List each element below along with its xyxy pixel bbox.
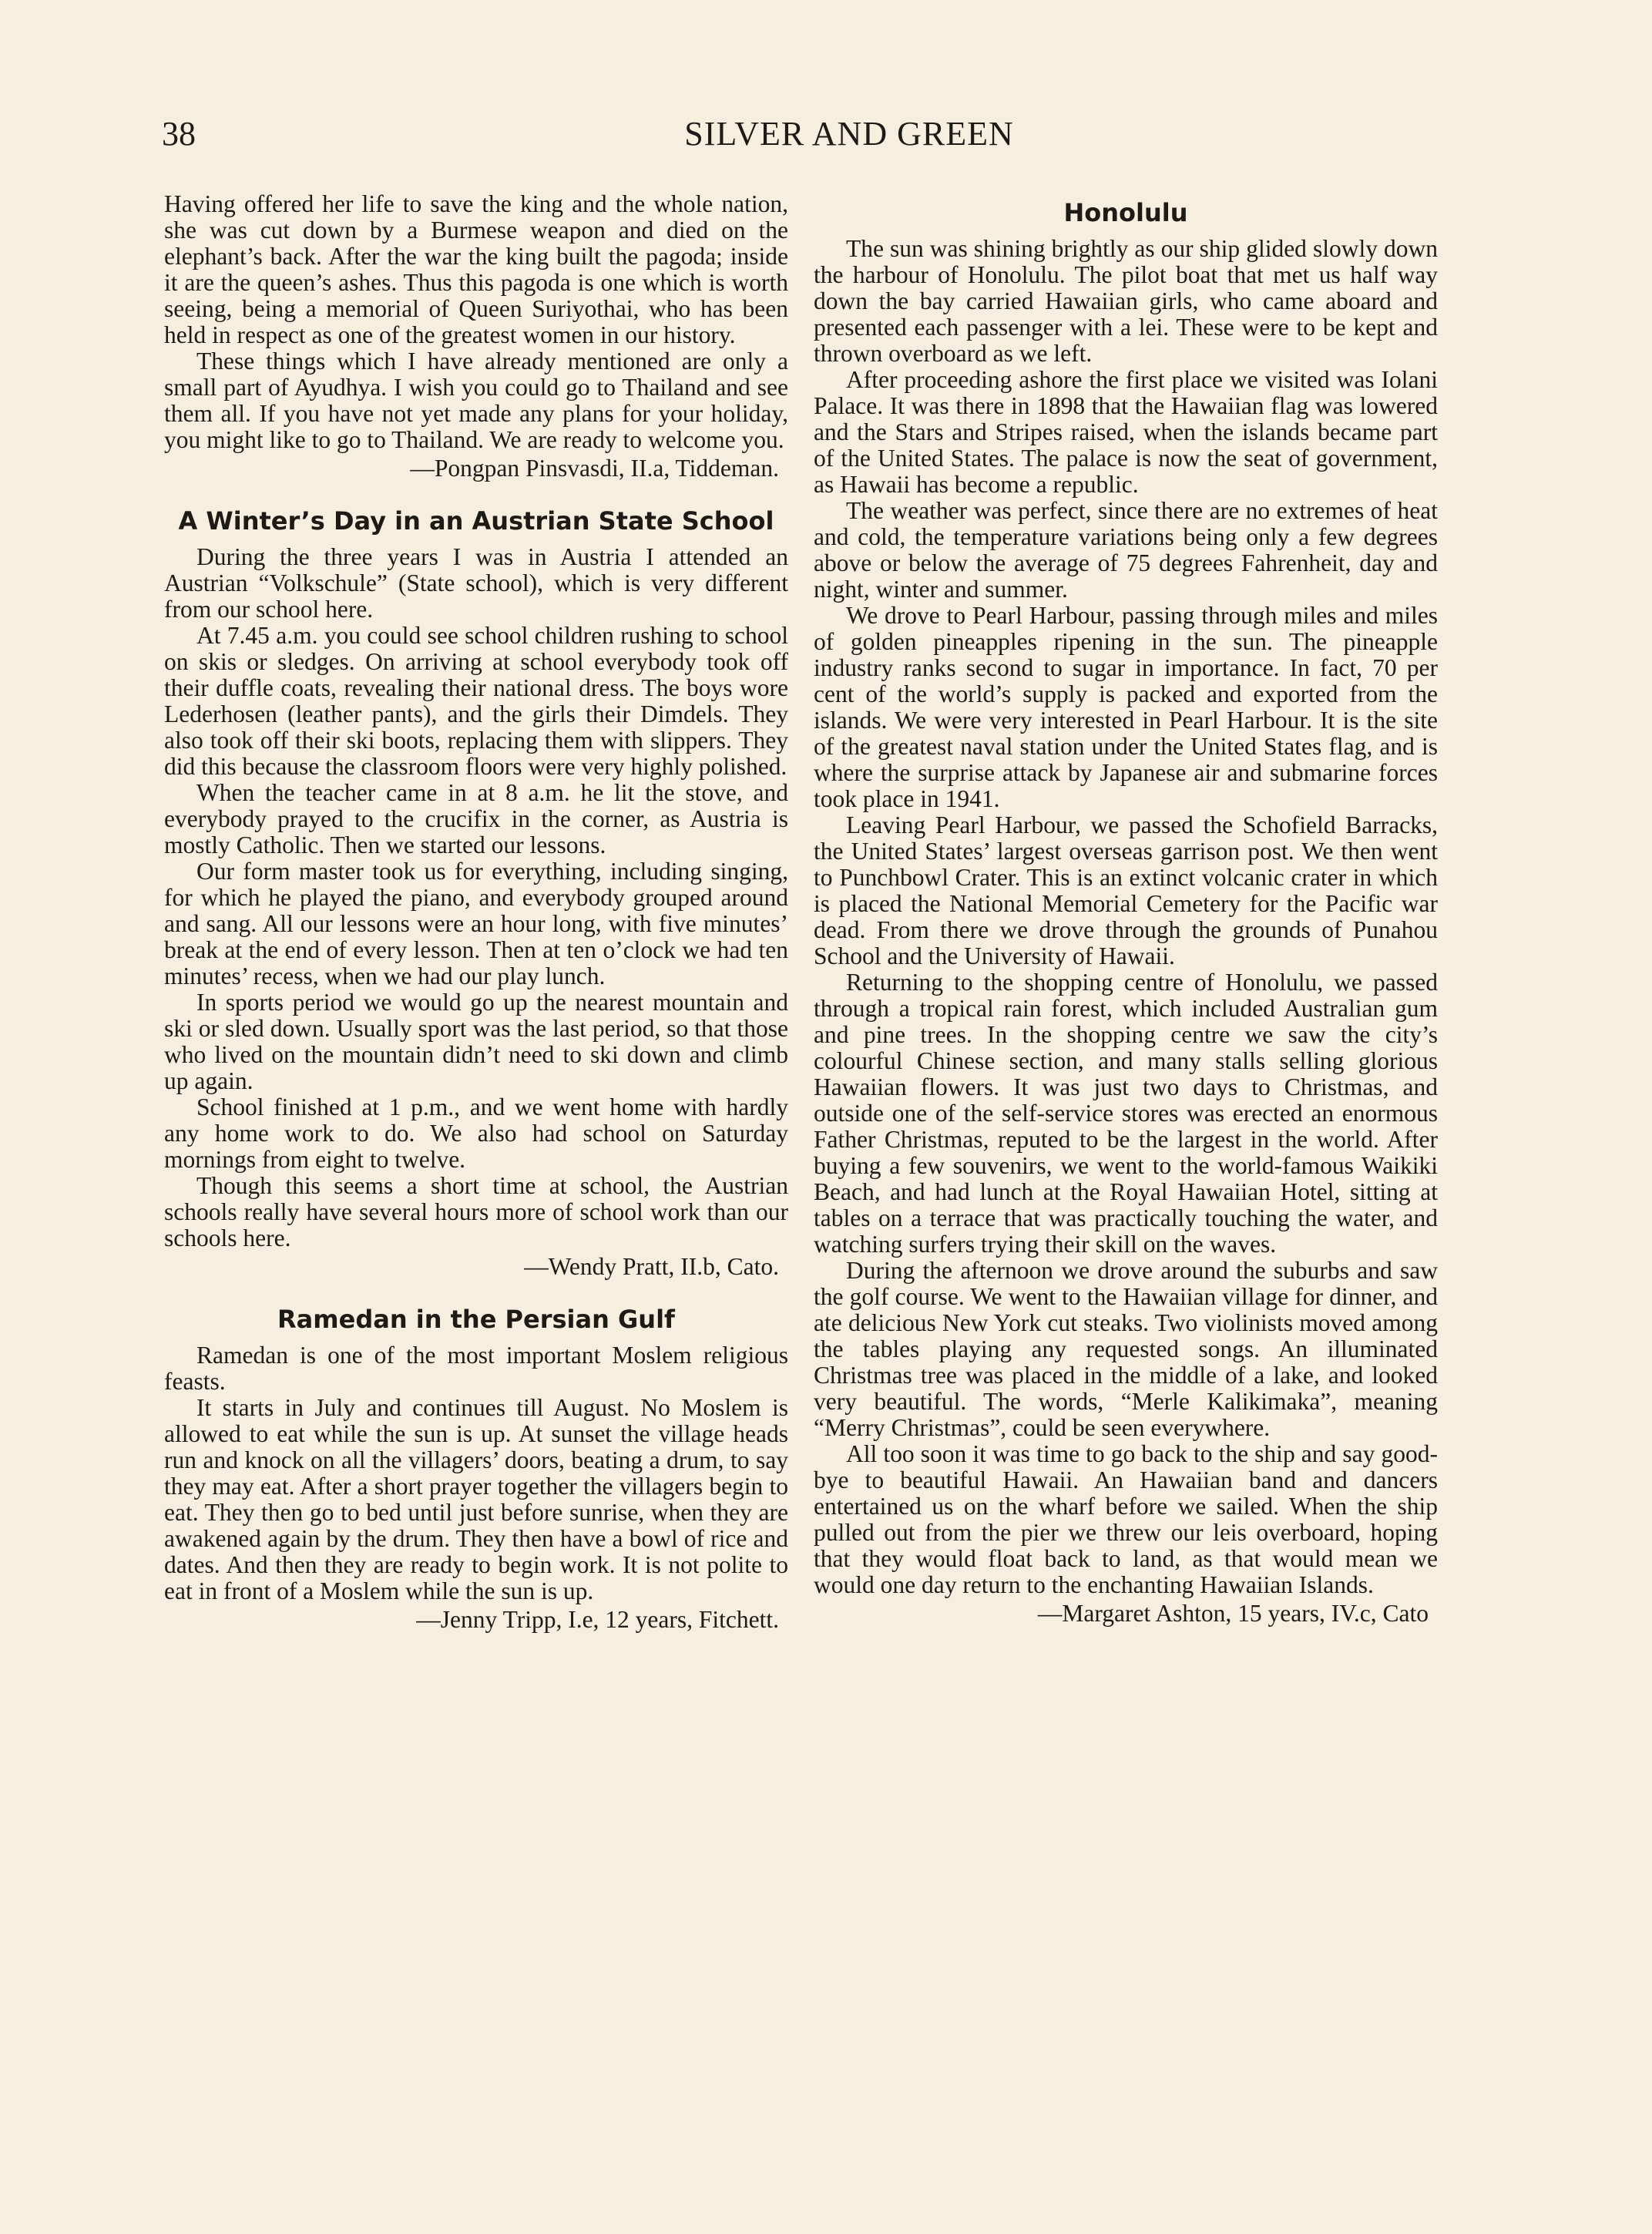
journal-title: SILVER AND GREEN [684, 115, 1014, 153]
article-paragraph: We drove to Pearl Harbour, passing through miles and miles of golden pineapples ripening in the sun. The pineapple industry ranks second to sugar in importance. In fact, 70 per cent of the world’s supply is packed and exported from the islands. We were very interested in Pearl Harbour. It is the site of the greatest naval station under the United States flag, and is where the surprise attack by Japanese air and submarine forces took place in 1941. [814, 602, 1438, 812]
article-paragraph: These things which I have already mentioned are only a small part of Ayudhya. I wish you could go to Thailand and see them all. If you have not yet made any plans for your holiday, you might like to go to Thailand. We are ready to welcome you. [164, 348, 788, 453]
article-paragraph: During the afternoon we drove around the suburbs and saw the golf course. We went to the Hawaiian village for dinner, and ate delicious New York cut steaks. Two violinists moved among the tables playing any requested songs. An illuminated Christmas tree was placed in the middle of a lake, and looked very beautiful. The words, “Merle Kalikimaka”, meaning “Merry Christmas”, could be seen everywhere. [814, 1257, 1438, 1441]
article-honolulu [814, 197, 1438, 1628]
article-ayudhya-continued [164, 191, 788, 482]
article-signature: —Pongpan Pinsvasdi, II.a, Tiddeman. [410, 455, 779, 482]
article-signature: —Wendy Pratt, II.b, Cato. [524, 1253, 779, 1280]
article-title: A Winter’s Day in an Austrian State School [178, 506, 774, 536]
article-paragraph: Having offered her life to save the king and the whole nation, she was cut down by a Burmese weapon and died on the elephant’s back. After the war the king built the pagoda; inside it are the queen’s ashes. Thus this pagoda is one which is worth seeing, being a memorial of Queen Suriyothai, who has been held in respect as one of the greatest women in our history. [164, 190, 788, 348]
page-number: 38 [162, 115, 196, 153]
right-column [814, 191, 1438, 1628]
article-paragraph: The weather was perfect, since there are no extremes of heat and cold, the temperature variations being only a few degrees above or below the average of 75 degrees Fahrenheit, day and night, winter and summer. [814, 497, 1438, 603]
article-signature: —Jenny Tripp, I.e, 12 years, Fitchett. [416, 1606, 779, 1633]
article-paragraph: Though this seems a short time at school, the Austrian schools really have several hours more of school work than our schools here. [164, 1172, 788, 1251]
article-paragraph: The sun was shining brightly as our ship glided slowly down the harbour of Honolulu. The pilot boat that met us half way down the bay carried Hawaiian girls, who came aboard and presented each passenger with a lei. These were to be kept and thrown overboard as we left. [814, 235, 1438, 367]
article-paragraph: Returning to the shopping centre of Honolulu, we passed through a tropical rain forest, which included Australian gum and pine trees. In the shopping centre we saw the city’s colourful Chinese section, and many stalls selling glorious Hawaiian flowers. It was just two days to Christmas, and outside one of the self-service stores was erected an enormous Father Christmas, reputed to be the largest in the world. After buying a few souvenirs, we went to the world-famous Waikiki Beach, and had lunch at the Royal Hawaiian Hotel, sitting at tables on a terrace that was practically touching the water, and watching surfers trying their skill on the waves. [814, 969, 1438, 1258]
article-paragraph: It starts in July and continues till August. No Moslem is allowed to eat while the sun is up. At sunset the village heads run and knock on all the villagers’ doors, beating a drum, to say they may eat. After a short prayer together the villagers begin to eat. They then go to bed until just before sunrise, when they are awakened again by the drum. They then have a bowl of rice and dates. And then they are ready to begin work. It is not polite to eat in front of a Moslem while the sun is up. [164, 1394, 788, 1604]
article-paragraph: At 7.45 a.m. you could see school children rushing to school on skis or sledges. On arriving at school everybody took off their duffle coats, revealing their national dress. The boys wore Lederhosen (leather pants), and the girls their Dimdels. They also took off their ski boots, replacing them with slippers. They did this because the classroom floors were very highly polished. [164, 622, 788, 780]
article-paragraph: During the three years I was in Austria I attended an Austrian “Volkschule” (State school), which is very different from our school here. [164, 543, 788, 623]
article-title: Honolulu [1063, 198, 1188, 227]
article-paragraph: All too soon it was time to go back to the ship and say good-bye to beautiful Hawaii. An Hawaiian band and dancers entertained us on the wharf before we sailed. When the ship pulled out from the pier we threw our leis overboard, hoping that they would float back to land, as that would mean we would one day return to the enchanting Hawaiian Islands. [814, 1440, 1438, 1598]
article-paragraph: In sports period we would go up the nearest mountain and ski or sled down. Usually sport was the last period, so that those who lived on the mountain didn’t need to ski down and climb up again. [164, 989, 788, 1094]
article-paragraph: After proceeding ashore the first place we visited was Iolani Palace. It was there in 1898 that the Hawaiian flag was lowered and the Stars and Stripes raised, when the islands became part of the United States. The palace is now the seat of government, as Hawaii has become a republic. [814, 366, 1438, 498]
article-paragraph: Ramedan is one of the most important Moslem religious feasts. [164, 1342, 788, 1395]
article-austrian-school [164, 506, 788, 1281]
article-paragraph: When the teacher came in at 8 a.m. he lit the stove, and everybody prayed to the crucifix in the corner, as Austria is mostly Catholic. Then we started our lessons. [164, 779, 788, 858]
article-paragraph: Our form master took us for everything, including singing, for which he played the piano, and everybody grouped around and sang. All our lessons were an hour long, with five minutes’ break at the end of every lesson. Then at ten o’clock we had ten minutes’ recess, when we had our play lunch. [164, 858, 788, 989]
article-paragraph: School finished at 1 p.m., and we went home with hardly any home work to do. We also had school on Saturday mornings from eight to twelve. [164, 1093, 788, 1173]
page-header [162, 114, 1490, 160]
article-signature: —Margaret Ashton, 15 years, IV.c, Cato [1037, 1600, 1429, 1627]
left-column [164, 191, 788, 1634]
article-paragraph: Leaving Pearl Harbour, we passed the Schofield Barracks, the United States’ largest overseas garrison post. We then went to Punchbowl Crater. This is an extinct volcanic crater in which is placed the National Memorial Cemetery for the Pacific war dead. From there we drove through the grounds of Punahou School and the University of Hawaii. [814, 811, 1438, 969]
article-ramedan [164, 1304, 788, 1634]
article-title: Ramedan in the Persian Gulf [277, 1305, 675, 1334]
